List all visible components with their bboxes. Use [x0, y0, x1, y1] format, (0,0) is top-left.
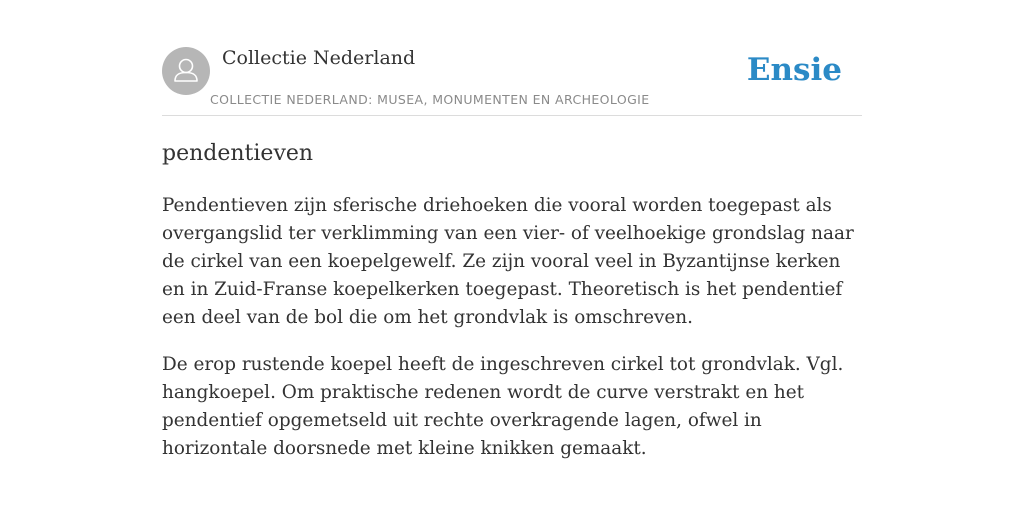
- author-name[interactable]: Collectie Nederland: [222, 47, 416, 69]
- source-name[interactable]: COLLECTIE NEDERLAND: MUSEA, MONUMENTEN EN ARCHEOLOGIE: [210, 92, 650, 107]
- entry-header: [162, 0, 862, 116]
- avatar[interactable]: [162, 47, 210, 95]
- user-silhouette-icon: [162, 47, 210, 95]
- entry-title: pendentieven: [162, 141, 314, 166]
- brand-logo[interactable]: Ensie: [746, 52, 842, 88]
- entry-paragraph: Pendentieven zijn sferische driehoeken die vooral worden toegepast als overgangslid ter verklimming van een vier- of veelhoekige grondslag naar de cirkel van een koepelgewelf. Ze zijn vooral veel in Byzantijnse kerken en in Zuid-Franse koepelkerken toegepast. Theoretisch is het pendentief een deel van de bol die om het grondvlak is omschreven.: [162, 195, 854, 328]
- entry-body: [162, 192, 862, 482]
- entry-card: [162, 0, 862, 512]
- entry-paragraph: De erop rustende koepel heeft de ingeschreven cirkel tot grondvlak. Vgl. hangkoepel. Om praktische redenen wordt de curve verstrakt en het pendentief opgemetseld uit rechte overkragende lagen, ofwel in horizontale doorsnede met kleine knikken gemaakt.: [162, 354, 844, 459]
